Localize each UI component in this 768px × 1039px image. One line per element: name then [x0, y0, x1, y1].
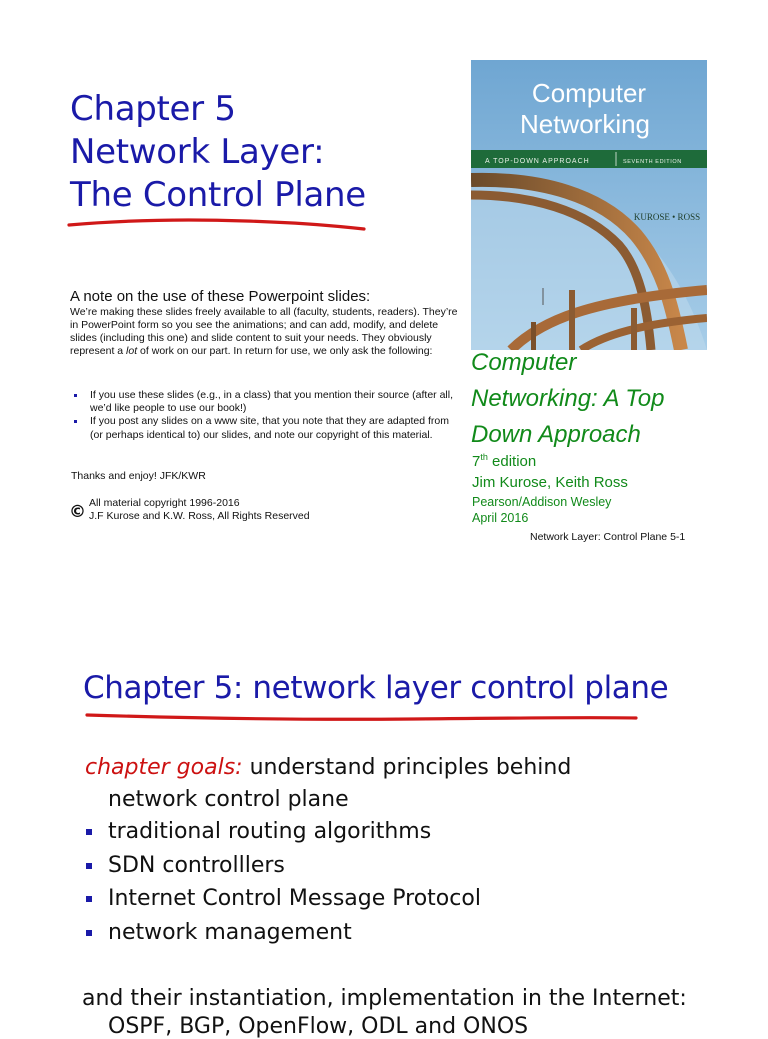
- title-underline: [66, 214, 371, 234]
- slide2-title: [83, 670, 668, 706]
- bullet-icon: [86, 829, 92, 835]
- edition-text: [472, 452, 536, 470]
- slide1-title: [70, 88, 430, 217]
- goals-text: understand principles behind: [242, 755, 572, 780]
- bullet-icon: [86, 930, 92, 936]
- bullet-icon: [86, 863, 92, 869]
- bullet-icon: [74, 420, 77, 423]
- goals-label: chapter goals:: [85, 755, 243, 780]
- cover-authors: KUROSE • ROSS: [633, 212, 701, 222]
- slide2-title-prefix: Chapter 5:: [83, 670, 253, 706]
- chapter-goals: [85, 755, 571, 780]
- instantiation-text: and their instantiation, implementation in the Internet:: [82, 986, 687, 1011]
- cover-edition: SEVENTH EDITION: [623, 159, 682, 165]
- book-cover-image: [471, 60, 707, 350]
- authors-text: Jim Kurose, Keith Ross: [472, 474, 628, 491]
- thanks-text: Thanks and enjoy! JFK/KWR: [71, 470, 206, 482]
- cover-title-line: Networking: [519, 109, 651, 139]
- list-item: [74, 415, 464, 441]
- slide-footer: Network Layer: Control Plane 5-1: [530, 531, 686, 543]
- slide1-title-line: Network Layer:: [70, 132, 325, 172]
- list-item-text: SDN controlllers: [108, 852, 285, 878]
- edition-number: 7: [472, 453, 481, 470]
- note-body-text: We’re making these slides freely available to all (faculty, students, readers). They’re in PowerPoint form so you see the animations; and can add, modify, and delete slides (including this one) and slide content to suit your needs. They obviously represent a: [70, 306, 458, 358]
- book-title-line: Down Approach: [471, 421, 641, 448]
- note-body-emphasis: lot: [126, 345, 138, 358]
- list-item-text: traditional routing algorithms: [108, 819, 432, 844]
- cover-subtitle: A TOP-DOWN APPROACH: [485, 158, 590, 165]
- note-body-text: of work on our part. In return for use, we only ask the following:: [137, 345, 433, 358]
- slide1-title-line: The Control Plane: [70, 175, 366, 215]
- title-underline: [84, 709, 644, 729]
- list-item-text: If you post any slides on a www site, that you note that they are adapted from (or perhaps identical to) our slides, and note our copyright of this material.: [90, 415, 449, 441]
- note-heading: A note on the use of these Powerpoint slides:: [70, 288, 371, 305]
- publish-date: April 2016: [472, 511, 529, 525]
- list-item: [86, 917, 481, 951]
- copyright-line: All material copyright 1996-2016: [89, 497, 240, 509]
- copyright-icon: ©: [69, 502, 86, 522]
- list-item: [86, 816, 481, 850]
- copyright-text: [89, 497, 310, 523]
- goals-list: [86, 816, 481, 950]
- list-item: [86, 850, 481, 884]
- cover-title-line: Computer: [531, 78, 647, 108]
- slide1-title-line: Chapter 5: [70, 89, 236, 129]
- list-item-text: If you use these slides (e.g., in a class) that you mention their source (after all, we’d like people to use our book!): [90, 389, 454, 415]
- list-item-text: network management: [108, 919, 352, 945]
- instantiation-text-continued: OSPF, BGP, OpenFlow, ODL and ONOS: [108, 1014, 529, 1039]
- publisher-text: Pearson/Addison Wesley: [472, 495, 612, 509]
- publisher-info: [472, 494, 611, 526]
- book-title: [471, 345, 761, 453]
- list-item: [86, 883, 481, 917]
- book-title-line: Networking: A Top: [471, 385, 665, 412]
- usage-bullets: [74, 389, 464, 442]
- bullet-icon: [74, 394, 77, 397]
- book-title-line: Computer: [471, 349, 577, 376]
- edition-word: edition: [487, 453, 537, 470]
- copyright-line: J.F Kurose and K.W. Ross, All Rights Reserved: [89, 510, 310, 522]
- slide2-title-rest: network layer control plane: [252, 670, 669, 706]
- list-item: [74, 389, 464, 415]
- edition-suffix: th: [480, 452, 488, 462]
- note-body: [70, 306, 465, 358]
- goals-text-continued: network control plane: [108, 787, 349, 812]
- list-item-text: Internet Control Message Protocol: [108, 886, 481, 911]
- bullet-icon: [86, 896, 92, 902]
